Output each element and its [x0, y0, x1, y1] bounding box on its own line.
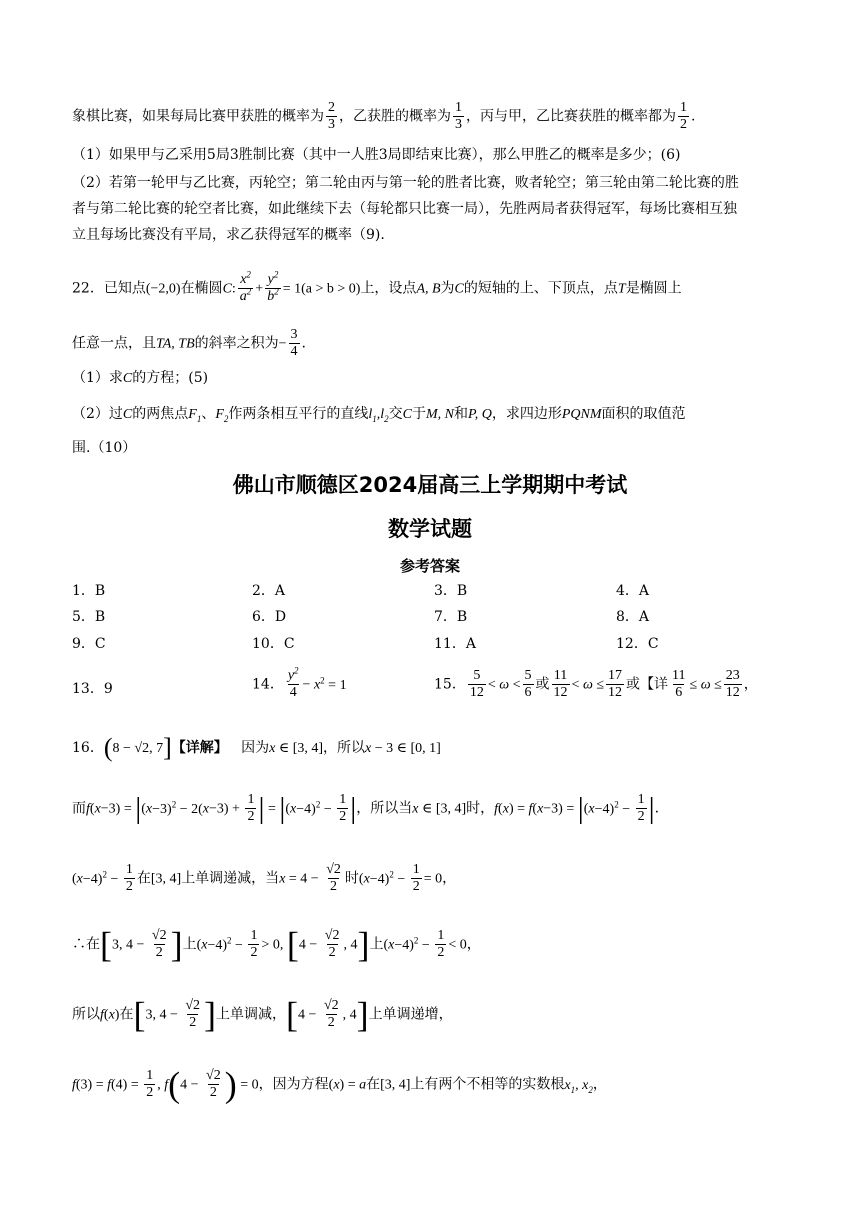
fraction: $\frac{1}{3}$: [455, 100, 462, 132]
answer-15: 15． $\frac{5}{12}$ < ω < $\frac{5}{6}$ 或 $\frac{11}{12}$ < ω ≤ $\frac{17}{12}$ 或【详 $\frac{11}{6}$ ≤ ω ≤ $\frac{23}{12}$ ，: [434, 668, 758, 700]
answer-item: 8．A: [616, 609, 650, 625]
answer-item: 3．B: [434, 583, 468, 599]
answer-item: 2．A: [252, 583, 286, 599]
q21-intro: 象棋比赛，如果每局比赛甲获胜的概率为 $\frac{2}{3}$ ，乙获胜的概率为 $\frac{1}{3}$ ，丙与甲，乙比赛获胜的概率都为 $\frac{1}{2}$ .: [72, 100, 696, 132]
q22-part2: （2）过C的两焦点$F_1$、$F_2$作两条相互平行的直线$l_1,l_2$交C于M, N和P, Q，求四边形PQNM面积的取值范: [72, 406, 686, 424]
q21-part2-line3: 立且每场比赛没有平局，求乙获得冠军的概率（9).: [72, 227, 385, 243]
answer-item: 11．A: [434, 636, 476, 652]
exam-title: 佛山市顺德区2024届高三上学期期中考试: [232, 473, 628, 497]
answer-item: 7．B: [434, 609, 468, 625]
answer-item: 6．D: [252, 609, 287, 625]
answer-item: 9．C: [72, 636, 106, 652]
q22-part1: （1）求C的方程；(5): [72, 370, 209, 386]
exam-subject: 数学试题: [388, 517, 472, 541]
sol16-line2: 而$f(x-3) = |(x-3)^2 - 2(x-3)$ + $\frac{1}{2}$ | = $|(x-4)^2$ − $\frac{1}{2}$ |，所以当x ∈ [3, 4]时，$f(x) = f(x-3) = |(x-4)^2$ − $\frac{1}{2}$ |.: [72, 791, 660, 825]
answer-14: 14． $\frac{y^2}{4}$ − $x^2 = 1$: [252, 665, 347, 700]
answer-item: 1．B: [72, 583, 106, 599]
sol16-line4: ∴在[3, 4 − $\frac{√2}{2}$ ]上$(x-4)^2$ − $\frac{1}{2}$ > 0, [4 − $\frac{√2}{2}$ , 4]上$(x-4)^2$ − $\frac{1}{2}$ < 0，: [72, 924, 481, 965]
answer-13: 13．9: [72, 681, 113, 697]
sol16-line1: 16．(8 − √2, 7]【详解】 因为x ∈ [3, 4]，所以x − 3 ∈ [0, 1]: [72, 733, 441, 762]
answer-item: 12．C: [616, 636, 659, 652]
q22-line2: 任意一点，且TA, TB的斜率之积为− $\frac{3}{4}$ .: [72, 327, 306, 359]
answers-label: 参考答案: [399, 557, 460, 575]
sol16-line5: 所以f(x)在[3, 4 − $\frac{√2}{2}$ ]上单调减，[4 − $\frac{√2}{2}$ , 4]上单调递增，: [72, 994, 453, 1035]
q22-part2-line2: 围.（10）: [72, 440, 137, 456]
fraction: $\frac{1}{2}$: [680, 100, 687, 132]
q22-line1: 22．已知点(−2,0)在椭圆C: $\frac{x^2}{a^2}$ + $\frac{y^2}{b^2}$ = 1(a > b > 0)上，设点A, B为C的短轴的上、下顶点，点T是椭圆上: [72, 269, 682, 304]
fraction: $\frac{2}{3}$: [328, 100, 335, 132]
sol16-line3: $(x-4)^2$ − $\frac{1}{2}$ 在[3, 4]上单调递减，当x = 4 − $\frac{√2}{2}$ 时$(x-4)^2$ − $\frac{1}{2}$ = 0，: [72, 862, 457, 894]
q21-part2-line1: （2）若第一轮甲与乙比赛，丙轮空；第二轮由丙与第一轮的胜者比赛，败者轮空；第三轮由第二轮比赛的胜: [72, 175, 739, 191]
answer-item: 10．C: [252, 636, 295, 652]
answer-item: 4．A: [616, 583, 650, 599]
q21-part2-line2: 者与第二轮比赛的轮空者比赛，如此继续下去（每轮都只比赛一局），先胜两局者获得冠军，每场比赛相互独: [72, 201, 737, 217]
answer-item: 5．B: [72, 609, 106, 625]
q21-part1: （1）如果甲与乙采用5局3胜制比赛（其中一人胜3局即结束比赛），那么甲胜乙的概率是多少；(6): [72, 147, 681, 163]
sol16-line6: f(3) = f(4) = $\frac{1}{2}$ , f(4 − $\frac{√2}{2}$ ) = 0，因为方程(x) = a在[3, 4]上有两个不相等的实数根$x_1$, $x_2$，: [72, 1064, 607, 1105]
